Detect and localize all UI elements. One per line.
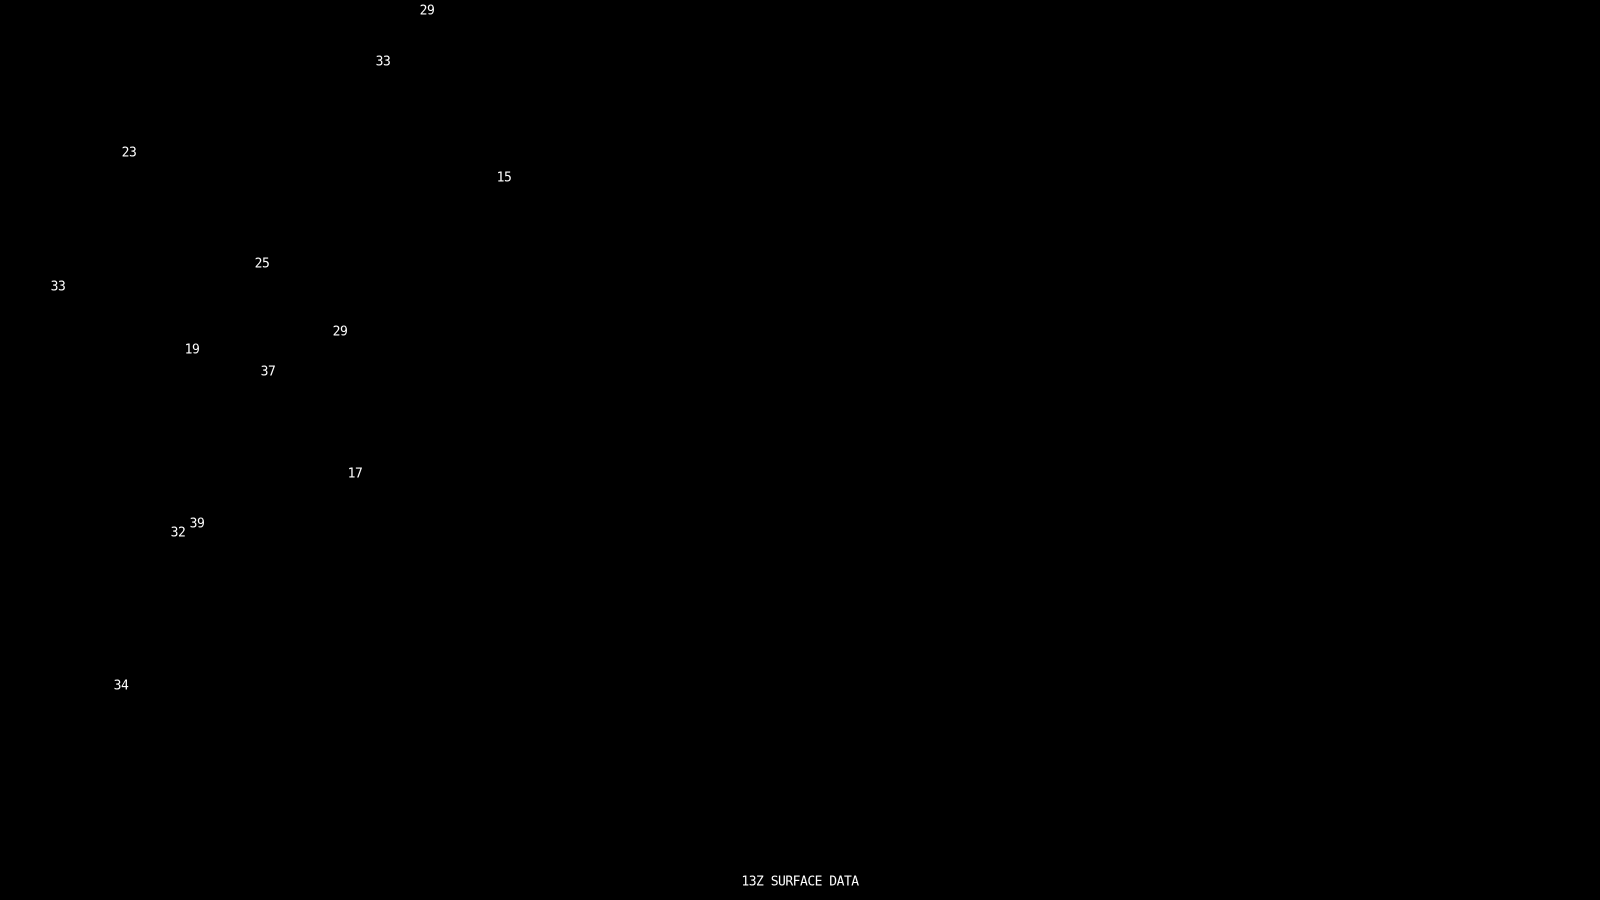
station-value: 34 [113,678,129,694]
station-value: 33 [375,54,391,70]
station-value: 25 [254,256,270,272]
station-value: 19 [184,342,200,358]
station-value: 29 [419,3,435,19]
plot-caption: 13Z SURFACE DATA [741,874,859,890]
station-value: 33 [50,279,66,295]
station-value: 17 [347,466,363,482]
station-value: 37 [260,364,276,380]
station-value: 39 [189,516,205,532]
station-value: 23 [121,145,137,161]
station-value: 15 [496,170,512,186]
station-value: 29 [332,324,348,340]
station-value: 32 [170,525,186,541]
